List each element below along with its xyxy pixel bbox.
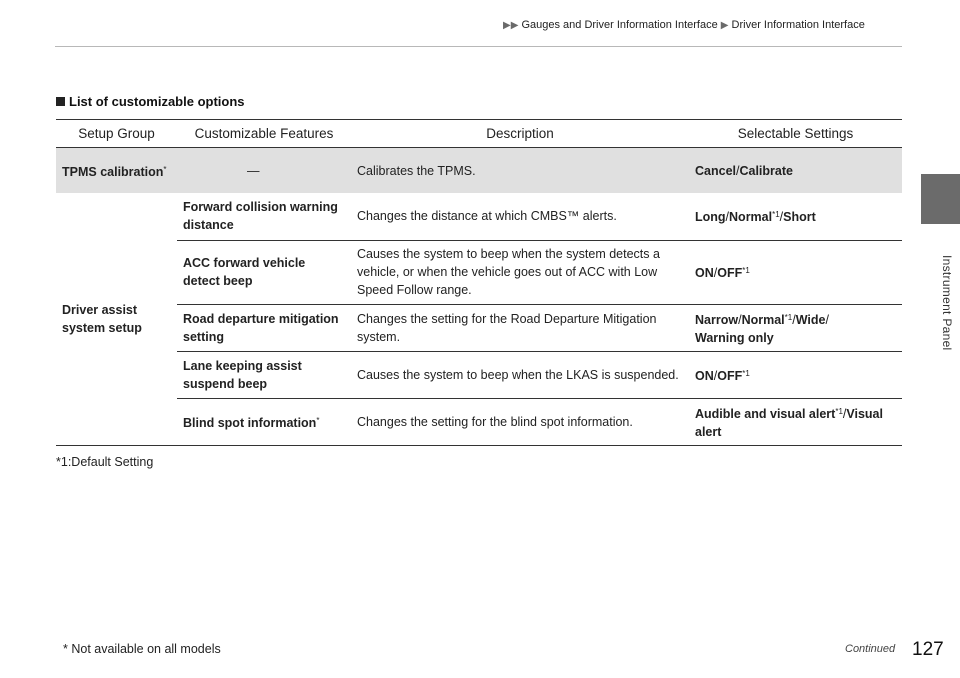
- header-description: Description: [351, 120, 689, 148]
- header-setup-group: Setup Group: [56, 120, 177, 148]
- breadcrumb-item-driver-info[interactable]: Driver Information Interface: [731, 19, 865, 31]
- feature-description: Changes the distance at which CMBS™ alerts.: [351, 193, 689, 240]
- header-customizable-features: Customizable Features: [177, 120, 351, 148]
- breadcrumb: [503, 19, 865, 31]
- double-arrow-icon: ▶▶: [503, 20, 519, 31]
- table-row: [56, 351, 902, 398]
- section-heading-text: List of customizable options: [69, 94, 245, 109]
- setting-option: Visual alert: [695, 406, 883, 439]
- chapter-label: Instrument Panel: [940, 255, 954, 351]
- table-row: [56, 304, 902, 351]
- feature-label: Blind spot information: [183, 415, 317, 430]
- driver-assist-group: Driver assist system setup: [56, 193, 177, 445]
- setting-calibrate: Calibrate: [739, 163, 793, 178]
- feature-description: Causes the system to beep when the system detects a vehicle, or when the vehicle goes out of ACC with Low Speed Follow range.: [351, 240, 689, 304]
- feature-settings: ON/OFF$^{*1}$: [689, 351, 902, 398]
- not-all-models-mark: *: [316, 415, 320, 425]
- options-table: [56, 119, 902, 446]
- setting-option: ON: [695, 368, 714, 383]
- default-mark: *1: [835, 406, 843, 416]
- breadcrumb-item-gauges[interactable]: Gauges and Driver Information Interface: [521, 19, 718, 31]
- setting-option: Wide: [795, 312, 826, 327]
- default-mark: *1: [784, 312, 793, 322]
- chapter-tab[interactable]: [921, 174, 960, 224]
- feature-description: Causes the system to beep when the LKAS is suspended.: [351, 351, 689, 398]
- feature-name: Forward collision warning distance: [177, 193, 351, 240]
- table-row: [56, 193, 902, 240]
- square-bullet-icon: [56, 97, 65, 106]
- feature-settings: Long/Normal$^{*1}$/Short: [689, 193, 902, 240]
- feature-settings: Narrow/Normal$^{*1}$/Wide/ Warning only: [689, 304, 902, 351]
- feature-name: Lane keeping assist suspend beep: [177, 351, 351, 398]
- default-mark: *1: [772, 210, 780, 220]
- table-header-row: [56, 120, 902, 148]
- table-row-tpms: [56, 148, 902, 194]
- feature-settings: Audible and visual alert$^{*1}$/Visual alert: [689, 398, 902, 445]
- feature-description: Changes the setting for the blind spot information.: [351, 398, 689, 445]
- tpms-feature: —: [177, 148, 351, 194]
- setting-option: Warning only: [695, 330, 774, 345]
- table-row: [56, 240, 902, 304]
- setting-option: Short: [783, 210, 816, 225]
- arrow-icon: ▶: [720, 20, 729, 31]
- not-all-models-mark: *: [163, 164, 167, 174]
- availability-note: * Not available on all models: [63, 642, 221, 656]
- setting-option: Audible and visual alert: [695, 406, 836, 421]
- setting-cancel: Cancel: [695, 163, 736, 178]
- feature-name: [177, 398, 351, 445]
- section-heading: [56, 94, 245, 109]
- setting-option: OFF: [717, 368, 743, 383]
- feature-name: ACC forward vehicle detect beep: [177, 240, 351, 304]
- tpms-description: Calibrates the TPMS.: [351, 148, 689, 194]
- setting-option: Long: [695, 210, 726, 225]
- setting-option: OFF: [717, 266, 743, 280]
- feature-description: Changes the setting for the Road Departure Mitigation system.: [351, 304, 689, 351]
- setting-option: Narrow: [695, 312, 739, 327]
- table-row: [56, 398, 902, 445]
- default-mark: *1: [742, 266, 750, 275]
- setting-option: ON: [695, 266, 714, 280]
- header-divider: [55, 46, 902, 47]
- header-selectable-settings: Selectable Settings: [689, 120, 902, 148]
- setting-option: Normal: [741, 312, 785, 327]
- feature-settings: ON/OFF$^{*1}$: [689, 240, 902, 304]
- page-number: 127: [912, 639, 944, 660]
- continued-label: Continued: [845, 643, 896, 655]
- feature-name: Road departure mitigation setting: [177, 304, 351, 351]
- footnote: *1:Default Setting: [56, 455, 154, 469]
- tpms-settings: Cancel/Calibrate: [689, 148, 902, 194]
- tpms-group-label: TPMS calibration: [62, 164, 164, 179]
- setting-option: Normal: [729, 210, 773, 225]
- tpms-group-cell: [56, 148, 177, 194]
- default-mark: *1: [742, 368, 750, 378]
